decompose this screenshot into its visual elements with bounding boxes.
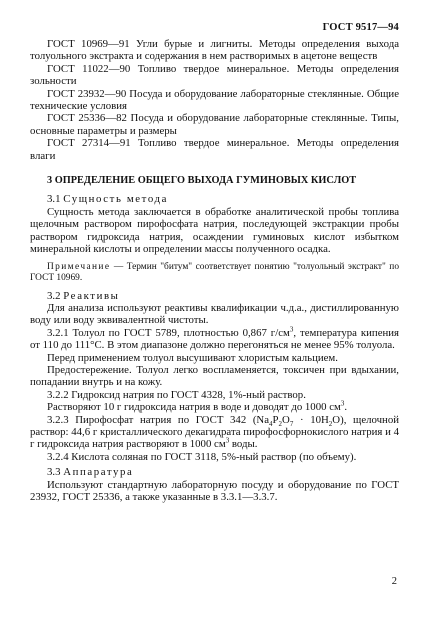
subsection-number: 3.2 <box>47 289 61 302</box>
paragraph: Растворяют 10 г гидроксида натрия в воде и доводят до 1000 $см^3$. <box>47 399 348 414</box>
paragraph: 3.2.2 Гидроксид натрия по ГОСТ 4328, 1%-ный раствор. <box>47 388 306 401</box>
subsection-number: 3.3 <box>47 466 61 479</box>
warning-paragraph: Предостережение. Толуол легко воспламеняется, токсичен при вдыхании, попадании внутрь и на кожу. <box>30 363 399 389</box>
note-text: — Термин "битум" соответствует понятию "толуольный экстракт" по ГОСТ 10969. <box>30 261 400 283</box>
reference-item: ГОСТ 27314—91 Топливо твердое минеральное. Методы определения влаги <box>30 137 399 162</box>
paragraph: 3.2.4 Кислота соляная по ГОСТ 3118, 5%-ный раствор (по объему). <box>47 450 357 463</box>
paragraph: Для анализа используют реактивы квалификации ч.д.а., дистиллированную воду или воду эквивалентной чистоты. <box>30 301 399 327</box>
subsection-number: 3.1 <box>47 193 61 206</box>
standard-code-header: ГОСТ 9517—94 <box>322 22 399 33</box>
subsection-title: Реактивы <box>63 289 120 302</box>
reference-item: ГОСТ 23932—90 Посуда и оборудование лабораторные стеклянные. Общие технические условия <box>30 87 399 113</box>
subsection-title: Аппаратура <box>63 466 134 479</box>
subsection-heading <box>30 193 399 205</box>
paragraph: 3.2.3 Пирофосфат натрия по ГОСТ 342 $(Na_4P_2O_7 \cdot 10H_2O)$, щелочной раствор: 44,6 г кристаллического декагидрата пирофосфорнокислого натрия и 4 г гидроксида натрия растворяют в 1000 $см^3$ воды. <box>30 413 400 451</box>
page-number: 2 <box>391 576 397 587</box>
paragraph: Используют стандартную лабораторную посуду и оборудование по ГОСТ 23932, ГОСТ 25336, а также указанные в 3.3.1—3.3.7. <box>30 478 399 503</box>
reference-item: ГОСТ 10969—91 Угли бурые и лигниты. Методы определения выхода толуольного экстракта и содержания в нем растворимых в ацетоне веществ <box>30 38 399 63</box>
page-content <box>30 38 399 503</box>
note <box>30 262 399 284</box>
section-heading: 3 ОПРЕДЕЛЕНИЕ ОБЩЕГО ВЫХОДА ГУМИНОВЫХ КИСЛОТ <box>47 175 357 187</box>
paragraph: Перед применением толуол высушивают хлористым кальцием. <box>47 351 338 364</box>
subsection-heading <box>30 290 399 302</box>
paragraph: Сущность метода заключается в обработке аналитической пробы топлива щелочным раствором пирофосфата натрия, последующей экстракции пробы раствором гидроксида натрия, осаждении гуминовых кислот избытком минеральной кислоты и определении массы полученного осадка. <box>30 205 399 256</box>
reference-item: ГОСТ 11022—90 Топливо твердое минеральное. Методы определения зольности <box>30 62 399 88</box>
note-label: Примечание <box>47 261 111 272</box>
subsection-title: Сущность метода <box>63 193 169 206</box>
paragraph: 3.2.1 Толуол по ГОСТ 5789, плотностью 0,867 $г/см^3$, температура кипения от 110 до 111°С. В этом диапазоне должно перегоняться не менее 95% толуола. <box>30 325 400 352</box>
subsection-heading <box>30 466 399 478</box>
reference-item: ГОСТ 25336—82 Посуда и оборудование лабораторные стеклянные. Типы, основные параметры и размеры <box>30 112 399 137</box>
